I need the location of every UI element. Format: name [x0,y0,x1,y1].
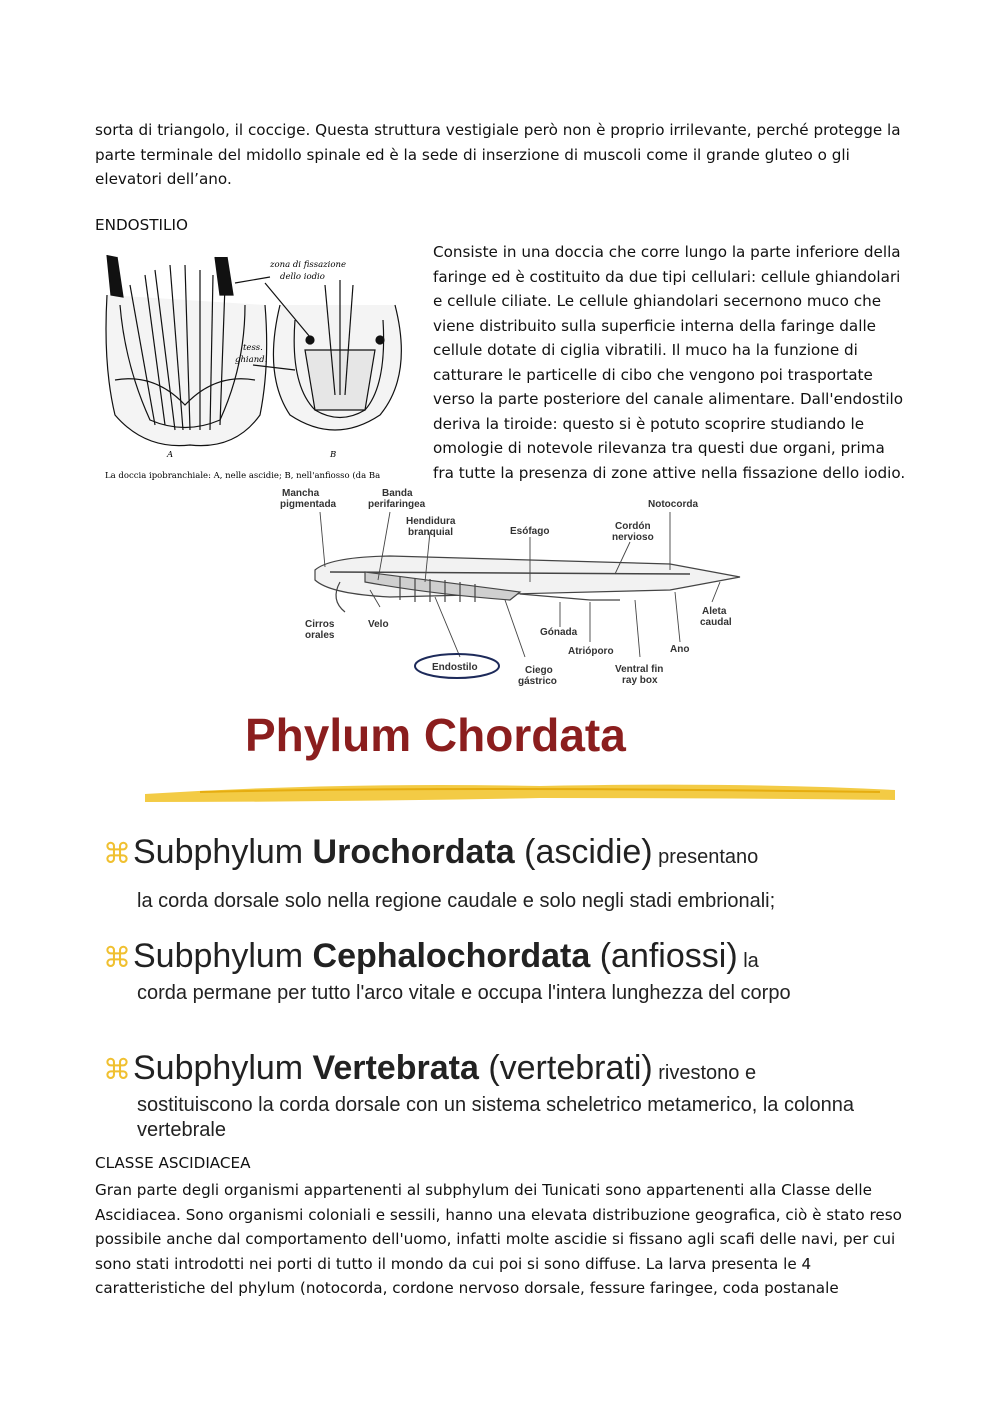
label-banda-2: perifaringea [368,499,426,510]
label-atrioporo: Atrióporo [568,646,614,657]
sub-lead: rivestono e [652,1062,757,1084]
sub-paren: (anfiossi) [590,937,738,975]
sub-prefix: Subphylum [133,937,313,975]
sub-name: Vertebrata [312,1049,479,1087]
label-ventral-2: ray box [622,675,658,686]
sub-paren: (vertebrati) [478,1049,653,1087]
classe-ascidiacea-heading: CLASSE ASCIDIACEA [95,1154,251,1172]
endostyle-drawing [95,245,425,485]
label-banda-1: Banda [382,488,413,499]
subphylum-cephalochordata [103,936,893,1006]
label-cordon-2: nervioso [612,532,654,543]
slide-title: Phylum Chordata [245,709,626,761]
subphylum-vertebrata [103,1048,893,1143]
endostilio-heading: ENDOSTILIO [95,216,188,234]
letter-b: B [330,450,337,460]
intro-paragraph: sorta di triangolo, il coccige. Questa struttura vestigiale però non è proprio irrilevante, perché protegge la parte terminale del midollo spinale ed è la sede di inserzione di muscoli come il grande gluteo o gli elevatori dell’ano. [95,121,901,188]
endostilio-paragraph: Consiste in una doccia che corre lungo la parte inferiore della faringe ed è costituito da due tipi cellulari: cellule ghiandolari e cellule ciliate. Le cellule ghiandolari secernono muco che viene distribuito sulla superficie interna della faringe dalle cellule dotate di ciglia vibratili. Il muco ha la funzione di catturare le particelle di cibo che vengono poi trasportate verso la parte posteriore del canale alimentare. Dall'endostilo deriva la tiroide: questo si è potuto scoprire studiando le omologie di notevole rilevanza tra questi due organi, prima fra tutte la presenza di zone attive nella fissazione dello iodio. [433,243,906,482]
bullet-icon: ⌘ [103,838,131,869]
label-aleta-1: Aleta [702,606,727,617]
sub-paren: (ascidie) [514,833,653,871]
bullet-icon: ⌘ [103,942,131,973]
label-ventral-1: Ventral fin [615,664,664,675]
sub-name: Cephalochordata [312,937,591,975]
label-cordon-1: Cordón [615,521,651,532]
label-zone-2: dello iodio [280,272,325,282]
label-cirros-1: Cirros [305,619,335,630]
sub-lead: presentano [652,846,759,868]
label-tess-2: ghiand. [235,355,268,365]
label-esofago: Esófago [510,526,550,537]
label-velo: Velo [368,619,389,630]
sub-prefix: Subphylum [133,1049,313,1087]
letter-a: A [167,450,174,460]
label-ciego-2: gástrico [518,676,557,687]
sub-lead: la [737,950,759,972]
label-mancha-2: pigmentada [280,499,337,510]
label-gonada: Gónada [540,627,578,638]
sub-desc: corda permane per tutto l'arco vitale e occupa l'intera lunghezza del corpo [137,982,791,1004]
label-mancha-1: Mancha [282,488,320,499]
label-tess-1: tess. [243,343,263,353]
subphylum-urochordata [103,832,893,914]
sub-desc: la corda dorsale solo nella regione caudale e solo negli stadi embrionali; [137,890,776,912]
label-cirros-2: orales [305,630,335,641]
label-hendidura-2: branquial [408,527,454,538]
yellow-brush-stroke [140,772,900,812]
sub-desc: sostituiscono la corda dorsale con un sistema scheletrico metamerico, la colonna vertebrale [137,1094,855,1141]
sub-prefix: Subphylum [133,833,313,871]
bullet-icon: ⌘ [103,1054,131,1085]
label-zone-1: zona di fissazione [270,260,346,270]
label-notocorda: Notocorda [648,499,698,510]
classe-ascidiacea-paragraph: Gran parte degli organismi appartenenti al subphylum dei Tunicati sono appartenenti alla Classe delle Ascidiacea. Sono organismi coloniali e sessili, hanno una elevata distribuzione geografica, ciò è stato reso possibile anche dal comportamento dell'uomo, infatti molte ascidie si fissano agli scafi delle navi, per cui sono stati introdotti nei porti di tutto il mondo da cui poi si sono diffuse. La larva presenta le 4 caratteristiche del phylum (notocorda, cordone nervoso dorsale, fessure faringee, coda postanale [95,1181,902,1297]
label-aleta-2: caudal [700,617,732,628]
figure-caption: La doccia ipobranchiale: A, nelle ascidie; B, nell'anfiosso (da Ba [105,471,381,481]
label-hendidura-1: Hendidura [406,516,456,527]
endostyle-figure [95,245,425,485]
lancelet-diagram [270,482,750,692]
label-ano: Ano [670,644,690,655]
lancelet-drawing [270,482,750,692]
phylum-chordata-slide [95,700,900,1145]
sub-name: Urochordata [312,833,515,871]
label-ciego-1: Ciego [525,665,553,676]
label-endostilo: Endostilo [432,662,478,673]
